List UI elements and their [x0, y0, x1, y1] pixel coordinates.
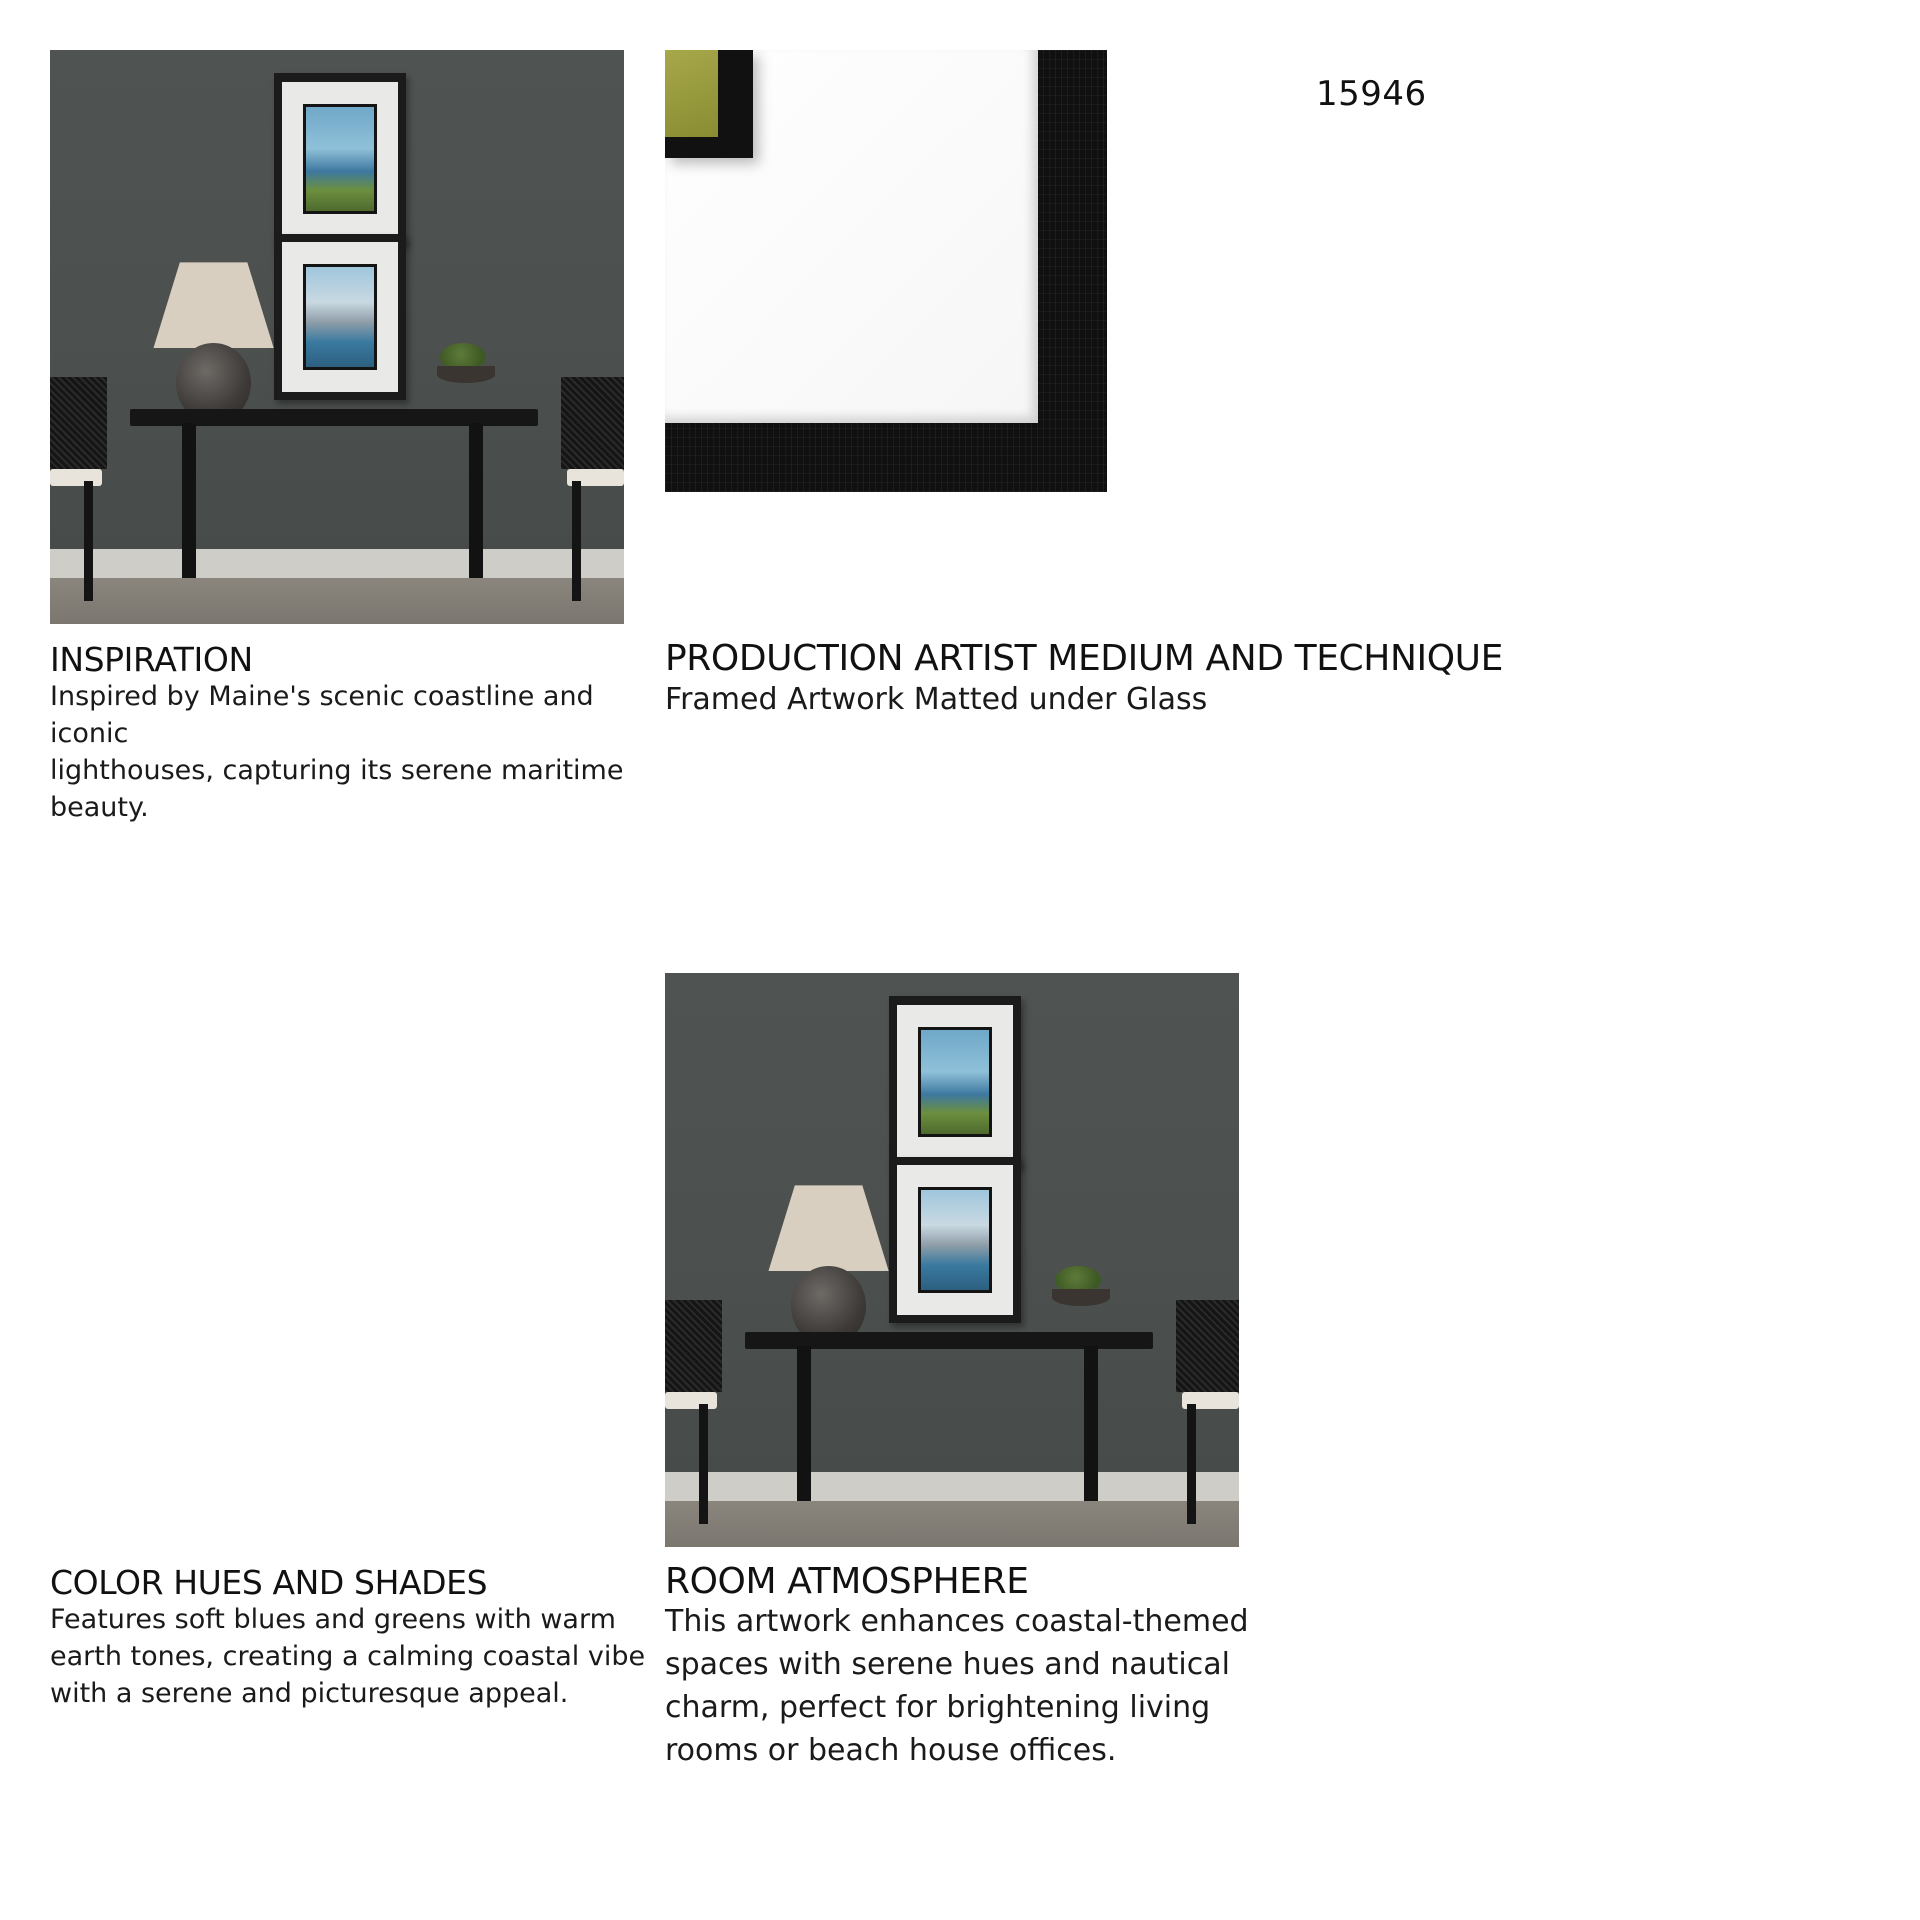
inspiration-body	[50, 678, 650, 826]
framed-print-maine	[274, 73, 406, 245]
room-line: This artwork enhances coastal-themed	[665, 1604, 1249, 1639]
color-line: with a serene and picturesque appeal.	[50, 1678, 569, 1709]
inspiration-heading: INSPIRATION	[50, 640, 253, 679]
production-heading: PRODUCTION ARTIST MEDIUM AND TECHNIQUE	[665, 638, 1503, 679]
production-body: Framed Artwork Matted under Glass	[665, 682, 1208, 717]
room-scene-image-top	[50, 50, 624, 624]
room-scene-image-bottom	[665, 973, 1239, 1547]
frame-detail-image	[665, 50, 1107, 492]
inspiration-line: lighthouses, capturing its serene maritime	[50, 755, 624, 786]
room-atmosphere-heading: ROOM ATMOSPHERE	[665, 1561, 1029, 1602]
framed-print-city	[274, 234, 406, 400]
color-heading: COLOR HUES AND SHADES	[50, 1563, 488, 1602]
product-code: 15946	[1316, 74, 1427, 114]
color-body	[50, 1601, 650, 1712]
room-line: spaces with serene hues and nautical	[665, 1647, 1230, 1682]
framed-print-maine	[889, 996, 1021, 1168]
framed-print-city	[889, 1157, 1021, 1323]
color-line: Features soft blues and greens with warm	[50, 1604, 616, 1635]
room-line: rooms or beach house offices.	[665, 1733, 1117, 1768]
color-line: earth tones, creating a calming coastal vibe	[50, 1641, 646, 1672]
room-atmosphere-body	[665, 1600, 1265, 1772]
inspiration-line: beauty.	[50, 792, 149, 823]
inspiration-line: Inspired by Maine's scenic coastline and iconic	[50, 681, 594, 749]
room-line: charm, perfect for brightening living	[665, 1690, 1211, 1725]
